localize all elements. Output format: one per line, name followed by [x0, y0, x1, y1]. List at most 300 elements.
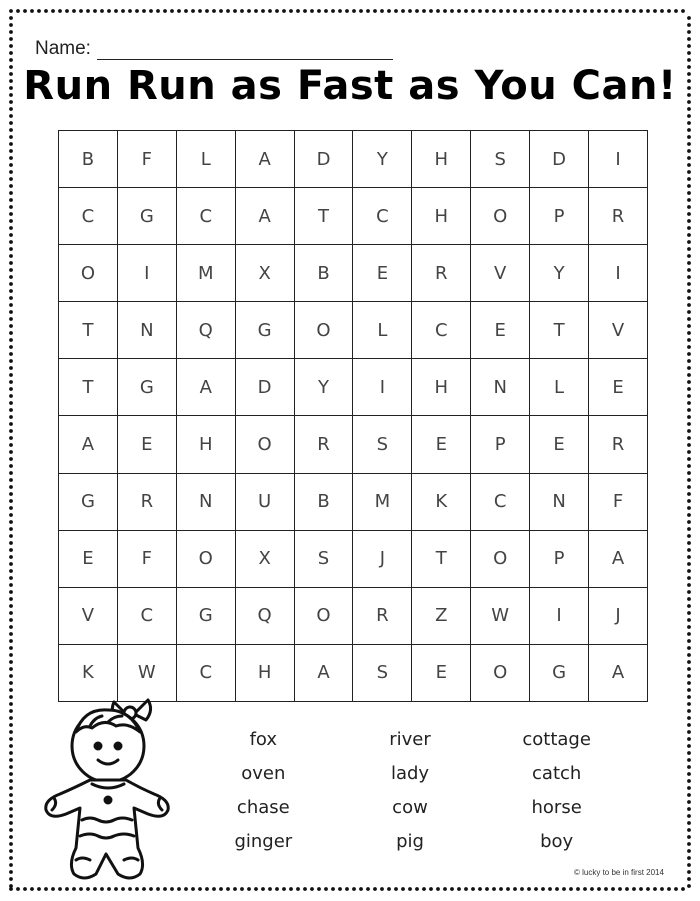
border-dot [37, 887, 41, 891]
border-dot [408, 887, 412, 891]
border-dot [93, 887, 97, 891]
grid-row [59, 473, 648, 530]
grid-cell[interactable]: G [117, 359, 176, 416]
border-dot [93, 9, 97, 13]
grid-cell[interactable]: E [471, 302, 530, 359]
border-dot [687, 261, 691, 265]
grid-cell[interactable]: V [59, 587, 118, 644]
border-dot [9, 436, 13, 440]
border-dot [687, 282, 691, 286]
border-dot [687, 37, 691, 41]
grid-cell[interactable]: H [235, 644, 294, 701]
grid-cell[interactable]: B [294, 473, 353, 530]
border-dot [107, 9, 111, 13]
border-dot [247, 887, 251, 891]
border-dot [9, 541, 13, 545]
border-dot [9, 597, 13, 601]
border-dot [9, 702, 13, 706]
grid-cell[interactable]: G [59, 473, 118, 530]
grid-cell[interactable]: B [59, 131, 118, 188]
border-dot [9, 23, 13, 27]
border-dot [9, 422, 13, 426]
border-dot [687, 499, 691, 503]
border-dot [121, 887, 125, 891]
word-list-item: pig [396, 831, 424, 852]
grid-cell[interactable]: T [294, 188, 353, 245]
grid-cell[interactable]: O [471, 188, 530, 245]
grid-cell[interactable]: E [412, 644, 471, 701]
border-dot [9, 233, 13, 237]
border-dot [9, 261, 13, 265]
border-dot [149, 9, 153, 13]
grid-cell[interactable]: H [412, 188, 471, 245]
border-dot [618, 887, 622, 891]
border-dot [450, 9, 454, 13]
grid-cell[interactable]: H [412, 359, 471, 416]
grid-cell[interactable]: E [589, 359, 648, 416]
grid-cell[interactable]: D [294, 131, 353, 188]
border-dot [485, 887, 489, 891]
border-dot [681, 887, 685, 891]
grid-cell[interactable]: P [530, 530, 589, 587]
border-dot [687, 324, 691, 328]
border-dot [9, 478, 13, 482]
border-dot [9, 247, 13, 251]
border-dot [513, 9, 517, 13]
border-dot [9, 870, 13, 874]
grid-cell[interactable]: A [589, 530, 648, 587]
grid-cell[interactable]: A [235, 131, 294, 188]
border-dot [687, 730, 691, 734]
grid-cell[interactable]: N [530, 473, 589, 530]
border-dot [303, 9, 307, 13]
border-dot [687, 373, 691, 377]
border-dot [687, 394, 691, 398]
border-dot [9, 821, 13, 825]
border-dot [9, 548, 13, 552]
grid-cell[interactable]: E [530, 416, 589, 473]
grid-cell[interactable]: L [176, 131, 235, 188]
border-dot [632, 9, 636, 13]
border-dot [646, 9, 650, 13]
border-dot [345, 887, 349, 891]
border-dot [687, 247, 691, 251]
word-list-item: catch [532, 763, 582, 784]
grid-cell[interactable]: A [235, 188, 294, 245]
border-dot [464, 9, 468, 13]
grid-cell[interactable]: W [117, 644, 176, 701]
border-dot [212, 9, 216, 13]
border-dot [687, 590, 691, 594]
border-dot [687, 303, 691, 307]
border-dot [9, 576, 13, 580]
grid-cell[interactable]: S [353, 416, 412, 473]
grid-cell[interactable]: A [294, 644, 353, 701]
border-dot [9, 149, 13, 153]
grid-cell[interactable]: Q [235, 587, 294, 644]
border-dot [687, 681, 691, 685]
border-dot [687, 485, 691, 489]
name-label: Name: [35, 38, 91, 59]
border-dot [639, 887, 643, 891]
border-dot [9, 443, 13, 447]
border-dot [687, 632, 691, 636]
word-list [190, 726, 630, 855]
grid-cell[interactable]: U [235, 473, 294, 530]
grid-cell[interactable]: M [176, 245, 235, 302]
border-dot [9, 513, 13, 517]
border-dot [9, 226, 13, 230]
border-dot [506, 887, 510, 891]
word-list-item: boy [540, 831, 574, 852]
border-dot [687, 212, 691, 216]
border-dot [9, 709, 13, 713]
grid-cell[interactable]: C [176, 188, 235, 245]
border-dot [191, 9, 195, 13]
border-dot [667, 887, 671, 891]
border-dot [387, 9, 391, 13]
border-dot [156, 9, 160, 13]
border-dot [9, 527, 13, 531]
border-dot [687, 541, 691, 545]
border-dot [30, 887, 34, 891]
border-dot [9, 177, 13, 181]
grid-cell[interactable]: R [589, 416, 648, 473]
grid-cell[interactable]: B [294, 245, 353, 302]
grid-cell[interactable]: C [59, 188, 118, 245]
border-dot [625, 9, 629, 13]
grid-cell[interactable]: W [471, 587, 530, 644]
border-dot [177, 9, 181, 13]
border-dot [9, 9, 13, 13]
grid-cell[interactable]: E [412, 416, 471, 473]
border-dot [9, 296, 13, 300]
border-dot [184, 887, 188, 891]
border-dot [9, 345, 13, 349]
grid-cell[interactable]: S [471, 131, 530, 188]
border-dot [51, 887, 55, 891]
grid-cell[interactable]: V [589, 302, 648, 359]
grid-cell[interactable]: C [412, 302, 471, 359]
grid-cell[interactable]: N [176, 473, 235, 530]
border-dot [660, 887, 664, 891]
border-dot [9, 58, 13, 62]
border-dot [499, 9, 503, 13]
grid-cell[interactable]: Y [530, 245, 589, 302]
border-dot [9, 142, 13, 146]
border-dot [415, 9, 419, 13]
grid-cell[interactable]: O [294, 302, 353, 359]
border-dot [611, 887, 615, 891]
border-dot [687, 408, 691, 412]
border-dot [687, 457, 691, 461]
border-dot [687, 58, 691, 62]
border-dot [674, 887, 678, 891]
border-dot [240, 9, 244, 13]
grid-cell[interactable]: V [471, 245, 530, 302]
grid-row [59, 359, 648, 416]
border-dot [58, 887, 62, 891]
grid-row [59, 587, 648, 644]
grid-cell[interactable]: A [176, 359, 235, 416]
border-dot [394, 9, 398, 13]
border-dot [233, 887, 237, 891]
border-dot [450, 887, 454, 891]
grid-cell[interactable]: T [412, 530, 471, 587]
border-dot [9, 268, 13, 272]
grid-cell[interactable]: R [412, 245, 471, 302]
border-dot [653, 9, 657, 13]
border-dot [30, 9, 34, 13]
border-dot [687, 646, 691, 650]
border-dot [9, 450, 13, 454]
border-dot [401, 9, 405, 13]
border-dot [9, 37, 13, 41]
border-dot [170, 9, 174, 13]
grid-cell[interactable]: O [235, 416, 294, 473]
grid-cell[interactable]: R [353, 587, 412, 644]
border-dot [9, 681, 13, 685]
grid-cell[interactable]: O [471, 530, 530, 587]
border-dot [604, 9, 608, 13]
border-dot [23, 887, 27, 891]
border-dot [9, 646, 13, 650]
grid-cell[interactable]: R [294, 416, 353, 473]
grid-cell[interactable]: T [59, 302, 118, 359]
word-list-item: cottage [522, 729, 591, 750]
border-dot [687, 464, 691, 468]
grid-cell[interactable]: G [530, 644, 589, 701]
border-dot [338, 887, 342, 891]
copyright-credit: © lucky to be in first 2014 [574, 868, 664, 877]
grid-cell[interactable]: X [235, 245, 294, 302]
border-dot [9, 429, 13, 433]
border-dot [681, 9, 685, 13]
border-dot [590, 887, 594, 891]
grid-cell[interactable]: C [117, 587, 176, 644]
border-dot [9, 688, 13, 692]
grid-cell[interactable]: O [176, 530, 235, 587]
grid-cell[interactable]: Y [353, 131, 412, 188]
border-dot [687, 492, 691, 496]
border-dot [687, 23, 691, 27]
border-dot [478, 9, 482, 13]
border-dot [44, 887, 48, 891]
grid-cell[interactable]: I [589, 131, 648, 188]
grid-cell[interactable]: G [176, 587, 235, 644]
border-dot [317, 9, 321, 13]
grid-cell[interactable]: P [530, 188, 589, 245]
grid-cell[interactable]: O [294, 587, 353, 644]
grid-cell[interactable]: J [353, 530, 412, 587]
grid-cell[interactable]: F [117, 530, 176, 587]
grid-cell[interactable]: A [589, 644, 648, 701]
border-dot [170, 887, 174, 891]
border-dot [9, 562, 13, 566]
grid-cell[interactable]: Z [412, 587, 471, 644]
grid-cell[interactable]: K [412, 473, 471, 530]
border-dot [9, 191, 13, 195]
word-list-item: lady [390, 763, 430, 784]
border-dot [485, 9, 489, 13]
border-dot [534, 9, 538, 13]
grid-cell[interactable]: G [117, 188, 176, 245]
grid-cell[interactable]: N [471, 359, 530, 416]
border-dot [687, 359, 691, 363]
grid-cell[interactable]: O [471, 644, 530, 701]
word-list-item: cow [392, 797, 428, 818]
border-dot [233, 9, 237, 13]
border-dot [100, 9, 104, 13]
border-dot [366, 887, 370, 891]
border-dot [9, 394, 13, 398]
border-dot [687, 737, 691, 741]
border-dot [541, 887, 545, 891]
grid-cell[interactable]: G [235, 302, 294, 359]
border-dot [9, 800, 13, 804]
border-dot [359, 887, 363, 891]
border-dot [9, 366, 13, 370]
border-dot [436, 9, 440, 13]
border-dot [687, 268, 691, 272]
grid-cell[interactable]: K [59, 644, 118, 701]
grid-cell[interactable]: C [176, 644, 235, 701]
grid-cell[interactable]: H [412, 131, 471, 188]
border-dot [9, 674, 13, 678]
grid-cell[interactable]: N [117, 302, 176, 359]
border-dot [687, 233, 691, 237]
border-dot [687, 709, 691, 713]
border-dot [275, 9, 279, 13]
border-dot [611, 9, 615, 13]
border-dot [687, 506, 691, 510]
grid-cell[interactable]: R [589, 188, 648, 245]
border-dot [9, 352, 13, 356]
border-dot [687, 814, 691, 818]
grid-cell[interactable]: D [530, 131, 589, 188]
name-field[interactable] [35, 38, 393, 60]
grid-cell[interactable]: C [353, 188, 412, 245]
grid-cell[interactable]: R [117, 473, 176, 530]
border-dot [9, 772, 13, 776]
border-dot [674, 9, 678, 13]
border-dot [128, 9, 132, 13]
grid-cell[interactable]: F [117, 131, 176, 188]
border-dot [9, 198, 13, 202]
border-dot [687, 520, 691, 524]
border-dot [687, 870, 691, 874]
grid-row [59, 530, 648, 587]
grid-cell[interactable]: O [59, 245, 118, 302]
word-list-item: chase [236, 797, 290, 818]
border-dot [268, 887, 272, 891]
border-dot [198, 9, 202, 13]
border-dot [687, 296, 691, 300]
border-dot [205, 887, 209, 891]
border-dot [653, 887, 657, 891]
grid-cell[interactable]: I [353, 359, 412, 416]
border-dot [687, 226, 691, 230]
grid-cell[interactable]: S [294, 530, 353, 587]
border-dot [687, 275, 691, 279]
border-dot [541, 9, 545, 13]
border-dot [9, 863, 13, 867]
grid-cell[interactable]: M [353, 473, 412, 530]
grid-cell[interactable]: L [353, 302, 412, 359]
grid-cell[interactable]: S [353, 644, 412, 701]
border-dot [527, 887, 531, 891]
border-dot [687, 569, 691, 573]
border-dot [687, 723, 691, 727]
grid-cell[interactable]: I [117, 245, 176, 302]
border-dot [23, 9, 27, 13]
grid-cell[interactable]: I [589, 245, 648, 302]
grid-cell[interactable]: X [235, 530, 294, 587]
border-dot [44, 9, 48, 13]
border-dot [687, 842, 691, 846]
border-dot [9, 205, 13, 209]
border-dot [296, 9, 300, 13]
border-dot [9, 16, 13, 20]
border-dot [9, 219, 13, 223]
border-dot [492, 9, 496, 13]
grid-cell[interactable]: J [589, 587, 648, 644]
name-line[interactable] [97, 42, 393, 60]
border-dot [366, 9, 370, 13]
grid-cell[interactable]: C [471, 473, 530, 530]
grid-cell[interactable]: E [59, 530, 118, 587]
border-dot [394, 887, 398, 891]
border-dot [687, 380, 691, 384]
border-dot [687, 625, 691, 629]
border-dot [9, 849, 13, 853]
border-dot [646, 887, 650, 891]
border-dot [687, 555, 691, 559]
border-dot [310, 9, 314, 13]
border-dot [219, 887, 223, 891]
border-dot [687, 30, 691, 34]
grid-cell[interactable]: F [589, 473, 648, 530]
border-dot [338, 9, 342, 13]
border-dot [520, 9, 524, 13]
border-dot [72, 887, 76, 891]
border-dot [9, 786, 13, 790]
grid-cell[interactable]: D [235, 359, 294, 416]
border-dot [9, 737, 13, 741]
grid-cell[interactable]: E [353, 245, 412, 302]
border-dot [597, 9, 601, 13]
border-dot [687, 163, 691, 167]
grid-cell[interactable]: I [530, 587, 589, 644]
grid-cell[interactable]: Q [176, 302, 235, 359]
grid-cell[interactable]: E [117, 416, 176, 473]
border-dot [687, 401, 691, 405]
grid-cell[interactable]: T [530, 302, 589, 359]
grid-cell[interactable]: P [471, 416, 530, 473]
grid-cell[interactable]: Y [294, 359, 353, 416]
grid-cell[interactable]: L [530, 359, 589, 416]
border-dot [687, 856, 691, 860]
grid-cell[interactable]: H [176, 416, 235, 473]
border-dot [9, 310, 13, 314]
border-dot [687, 807, 691, 811]
grid-cell[interactable]: A [59, 416, 118, 473]
border-dot [687, 310, 691, 314]
border-dot [687, 849, 691, 853]
border-dot [687, 884, 691, 888]
grid-cell[interactable]: T [59, 359, 118, 416]
border-dot [9, 856, 13, 860]
